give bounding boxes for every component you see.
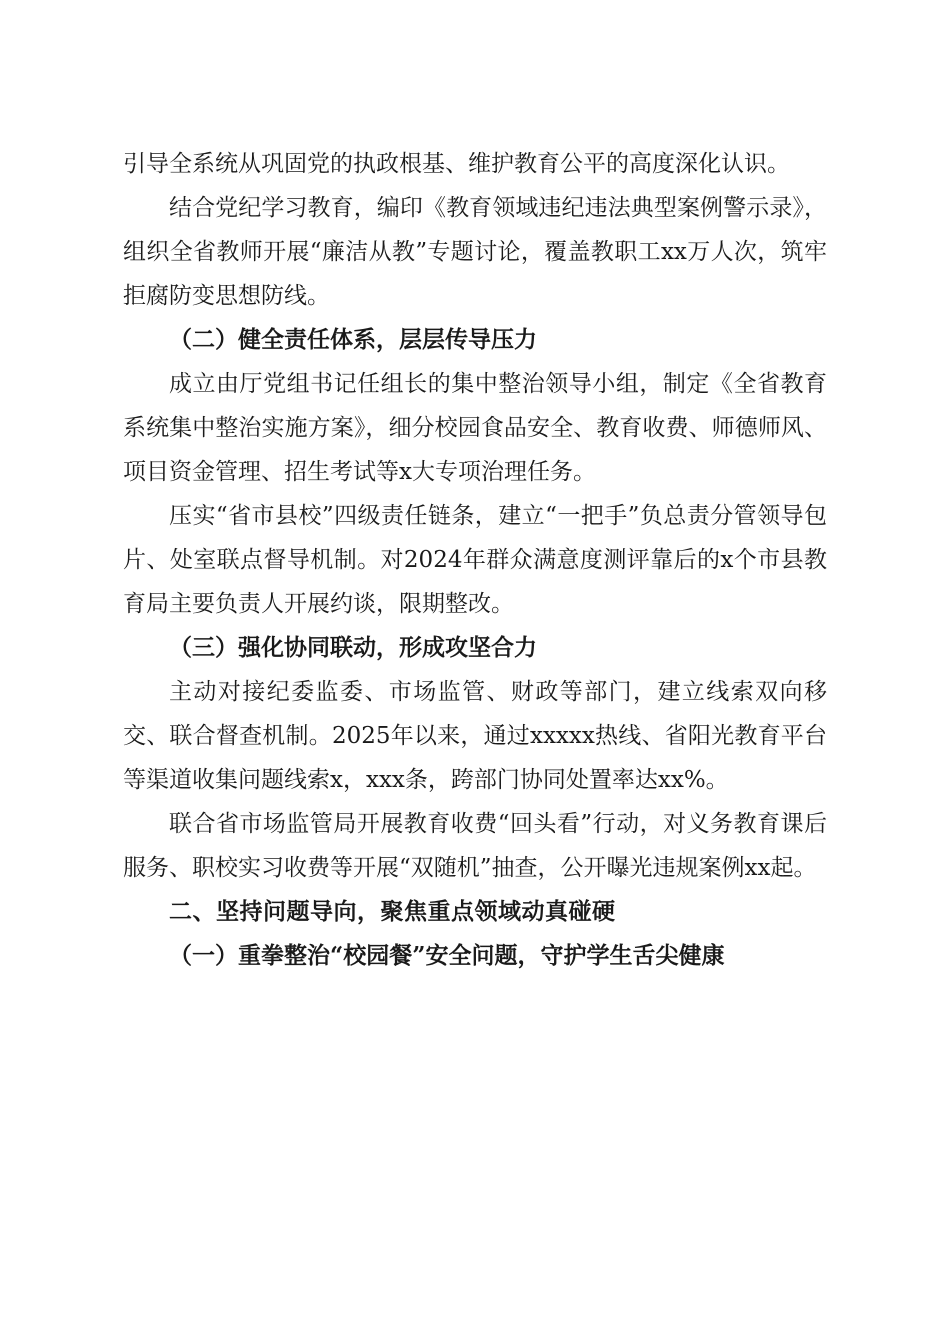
subsection-heading: （三）强化协同联动，形成攻坚合力 — [169, 634, 537, 661]
paragraph: 压实“省市县校”四级责任链条，建立“一把手”负总责分管领导包片、处室联点督导机制。对2024年群众满意度测评靠后的x个市县教育局主要负责人开展约谈，限期整改。 — [123, 503, 827, 617]
document-body — [123, 142, 827, 978]
paragraph: 成立由厅党组书记任组长的集中整治领导小组，制定《全省教育系统集中整治实施方案》，细分校园食品安全、教育收费、师德师风、项目资金管理、招生考试等x大专项治理任务。 — [123, 371, 827, 485]
paragraph: 联合省市场监管局开展教育收费“回头看”行动，对义务教育课后服务、职校实习收费等开展“双随机”抽查，公开曝光违规案例xx起。 — [123, 811, 827, 881]
section-heading: 二、坚持问题导向，聚焦重点领域动真碰硬 — [169, 899, 616, 925]
paragraph: 结合党纪学习教育，编印《教育领域违纪违法典型案例警示录》，组织全省教师开展“廉洁从教”专题讨论，覆盖教职工xx万人次，筑牢拒腐防变思想防线。 — [123, 195, 827, 309]
paragraph-continued: 引导全系统从巩固党的执政根基、维护教育公平的高度深化认识。 — [123, 151, 790, 177]
subsection-heading: （一）重拳整治“校园餐”安全问题，守护学生舌尖健康 — [169, 942, 725, 969]
paragraph: 主动对接纪委监委、市场监管、财政等部门，建立线索双向移交、联合督查机制。2025年以来，通过xxxxx热线、省阳光教育平台等渠道收集问题线索x，xxx条，跨部门协同处置率达xx%。 — [123, 679, 827, 793]
subsection-heading: （二）健全责任体系，层层传导压力 — [169, 326, 537, 353]
